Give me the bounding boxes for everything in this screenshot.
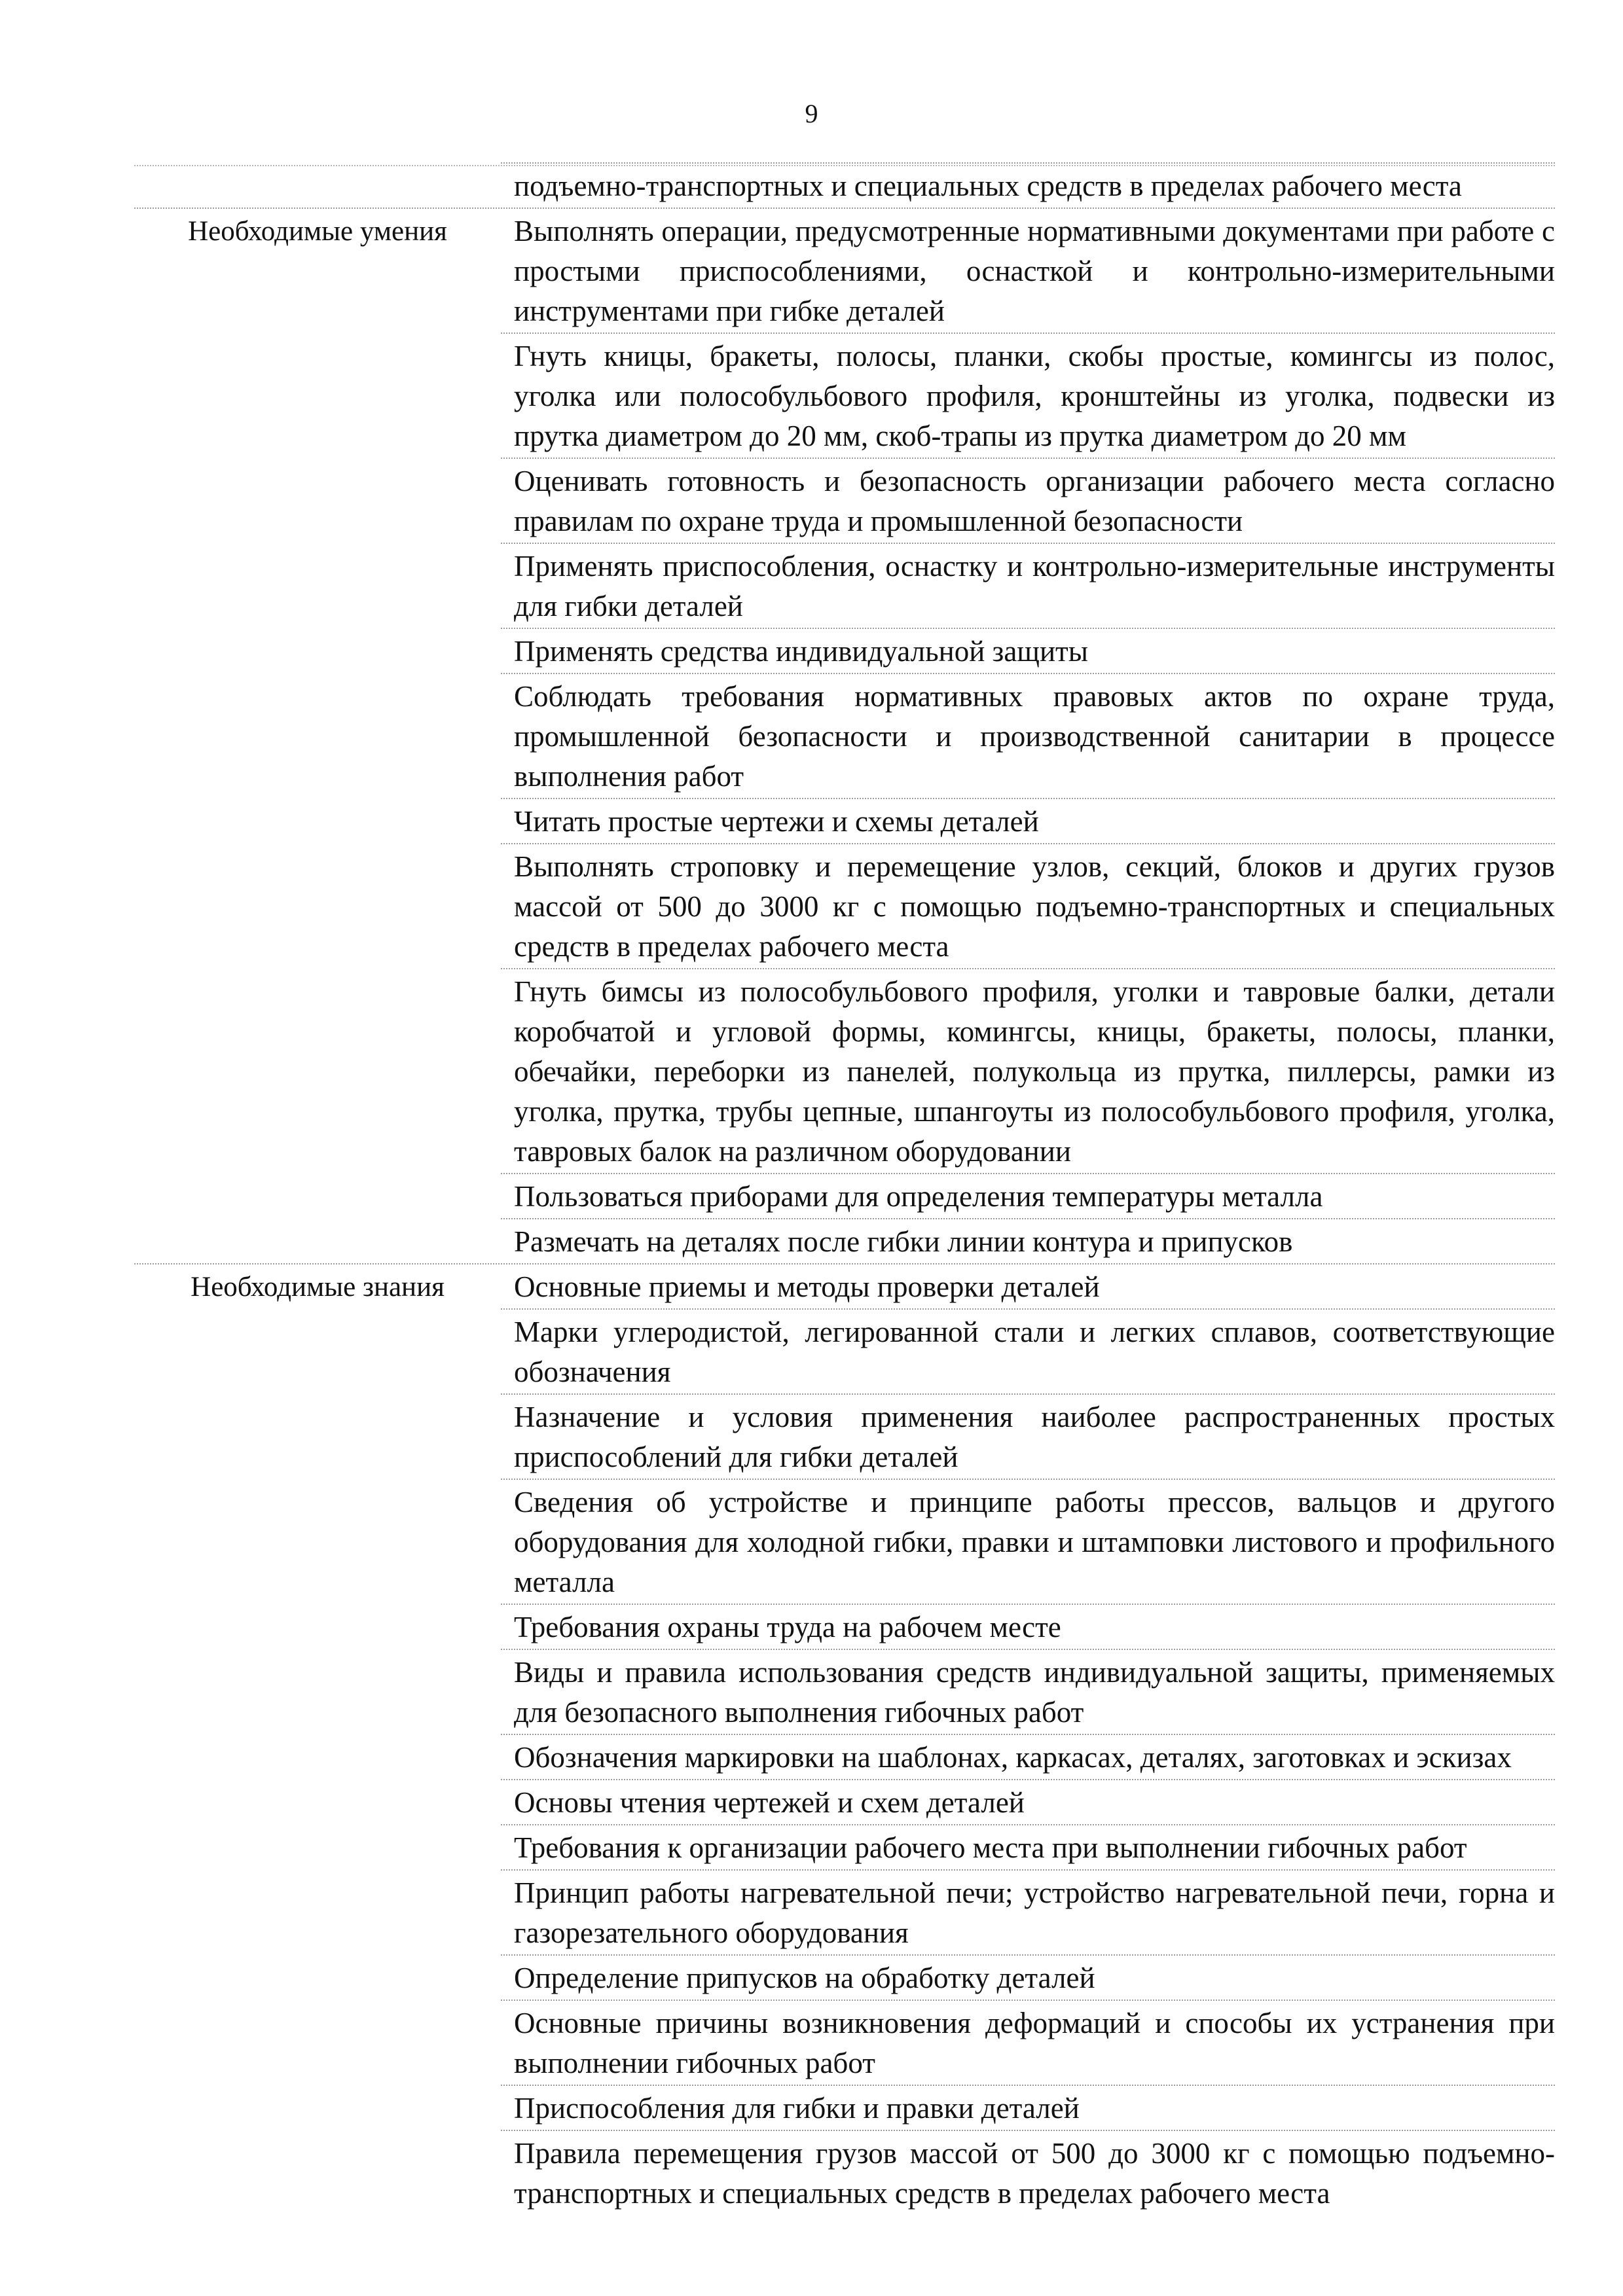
skill-item: Выполнять операции, предусмотренные нормативными документами при работе с простыми приспособлениями, оснасткой и контрольно-измерительными инструментами при гибке деталей	[514, 215, 1555, 327]
skill-item: Применять приспособления, оснастку и контрольно-измерительные инструменты для гибки деталей	[501, 543, 1555, 628]
skills-row	[134, 209, 1555, 1263]
skill-item: Оценивать готовность и безопасность организации рабочего места согласно правилам по охране труда и промышленной безопасности	[501, 457, 1555, 543]
competency-table	[134, 162, 1555, 2215]
knowledge-item: Основы чтения чертежей и схем деталей	[501, 1779, 1555, 1824]
skills-label: Необходимые умения	[188, 216, 447, 247]
knowledge-item: Принцип работы нагревательной печи; устройство нагревательной печи, горна и газорезательного оборудования	[501, 1869, 1555, 1954]
knowledge-item: Обозначения маркировки на шаблонах, каркасах, деталях, заготовках и эскизах	[501, 1734, 1555, 1779]
knowledge-item: Определение припусков на обработку деталей	[501, 1954, 1555, 2000]
knowledge-item: Приспособления для гибки и правки деталей	[501, 2085, 1555, 2130]
knowledge-row	[134, 1265, 1555, 2215]
knowledge-item: Основные причины возникновения деформаций и способы их устранения при выполнении гибочных работ	[501, 2000, 1555, 2085]
knowledge-item: Сведения об устройстве и принципе работы прессов, вальцов и другого оборудования для холодной гибки, правки и штамповки листового и профильного металла	[501, 1479, 1555, 1604]
table-cell: подъемно-транспортных и специальных средств в пределах рабочего места	[501, 162, 1555, 207]
continued-row	[134, 162, 1555, 207]
skill-item: Читать простые чертежи и схемы деталей	[501, 798, 1555, 843]
skill-item: Выполнять строповку и перемещение узлов, секций, блоков и других грузов массой от 500 до 3000 кг с помощью подъемно-транспортных и специальных средств в пределах рабочего места	[501, 843, 1555, 968]
knowledge-item: Виды и правила использования средств индивидуальной защиты, применяемых для безопасного выполнения гибочных работ	[501, 1649, 1555, 1734]
knowledge-item: Марки углеродистой, легированной стали и легких сплавов, соответствующие обозначения	[501, 1308, 1555, 1393]
knowledge-item: Правила перемещения грузов массой от 500 до 3000 кг с помощью подъемно-транспортных и специальных средств в пределах рабочего места	[501, 2130, 1555, 2215]
skill-item: Размечать на деталях после гибки линии контура и припусков	[501, 1218, 1555, 1263]
knowledge-label: Необходимые знания	[191, 1272, 445, 1302]
skill-item: Пользоваться приборами для определения температуры металла	[501, 1173, 1555, 1218]
knowledge-item: Требования к организации рабочего места при выполнении гибочных работ	[501, 1824, 1555, 1869]
skill-item: Соблюдать требования нормативных правовых актов по охране труда, промышленной безопасности и производственной санитарии в процессе выполнения работ	[501, 673, 1555, 798]
skill-item: Применять средства индивидуальной защиты	[501, 628, 1555, 673]
skill-item: Гнуть кницы, бракеты, полосы, планки, скобы простые, комингсы из полос, уголка или полособульбового профиля, кронштейны из уголка, подвески из прутка диаметром до 20 мм, скоб-трапы из прутка диаметром до 20 мм	[501, 332, 1555, 457]
knowledge-item: Требования охраны труда на рабочем месте	[501, 1604, 1555, 1649]
knowledge-item: Назначение и условия применения наиболее распространенных простых приспособлений для гибки деталей	[501, 1393, 1555, 1479]
page-number: 9	[805, 99, 818, 128]
knowledge-item: Основные приемы и методы проверки деталей	[514, 1270, 1100, 1303]
skill-item: Гнуть бимсы из полособульбового профиля, уголки и тавровые балки, детали коробчатой и угловой формы, комингсы, кницы, бракеты, полосы, планки, обечайки, переборки из панелей, полукольца из прутка, пиллерсы, рамки из уголка, прутка, трубы цепные, шпангоуты из полособульбового профиля, уголка, тавровых балок на различном оборудовании	[501, 968, 1555, 1173]
